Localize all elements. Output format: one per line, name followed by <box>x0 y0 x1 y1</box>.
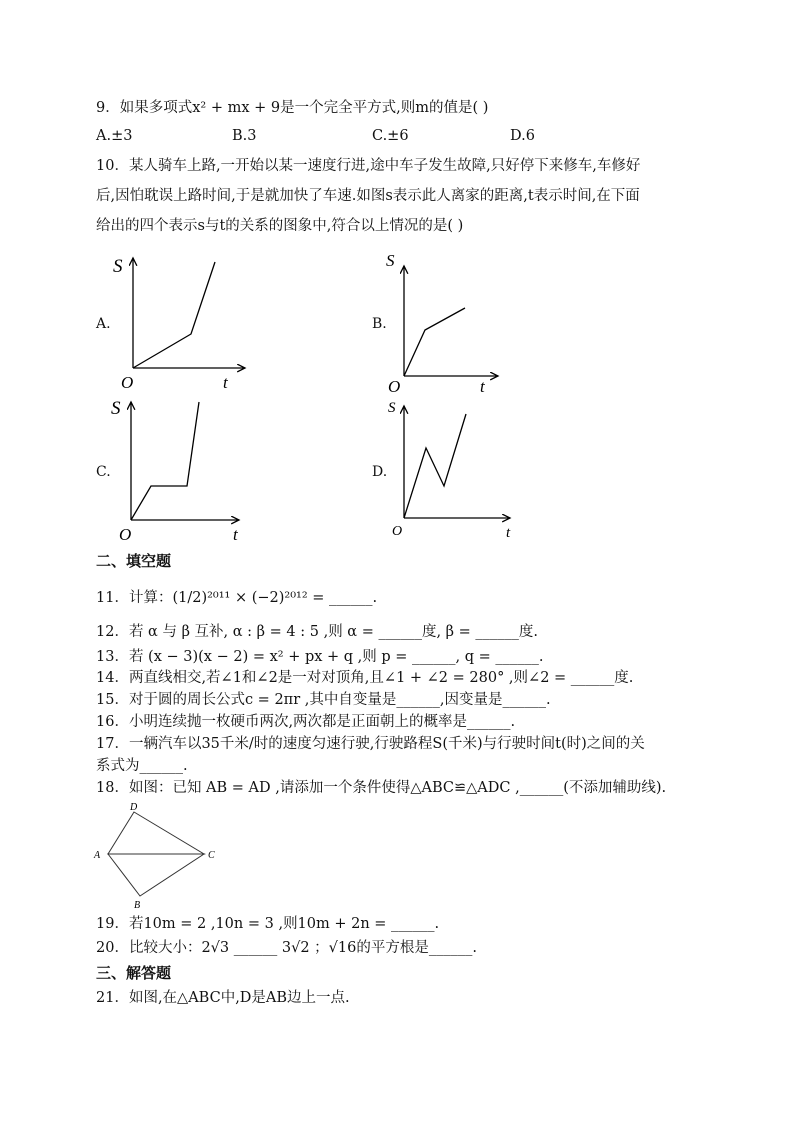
q17-line-1: 17．一辆汽车以35千米/时的速度匀速行驶,行驶路程S(千米)与行驶时间t(时)之间的关 <box>96 736 645 752</box>
graph-a-x-label: t <box>223 373 228 392</box>
q18-point-a: A <box>94 850 101 861</box>
q10-line-2: 后,因怕耽误上路时间,于是就加快了车速.如图s表示此人离家的距离,t表示时间,在下面 <box>96 188 640 204</box>
graph-d-origin: O <box>392 524 403 539</box>
q9-option-d: D.6 <box>510 128 535 144</box>
graph-b-y-label: S <box>386 251 395 270</box>
q18-figure <box>90 800 230 910</box>
q19-text: 19．若10m = 2 ,10n = 3 ,则10m + 2n = ______. <box>96 916 440 932</box>
graph-a-origin: O <box>121 373 134 392</box>
graph-c-x-label: t <box>233 525 238 542</box>
q18-text: 18．如图：已知 AB = AD ,请添加一个条件使得△ABC≌△ADC ,______(不添加辅助线). <box>96 780 667 796</box>
q18-point-b: B <box>134 900 141 910</box>
graph-b <box>380 250 530 395</box>
q15-text: 15．对于圆的周长公式c = 2πr ,其中自变量是______,因变量是______. <box>96 692 551 708</box>
graph-b-x-label: t <box>480 377 485 395</box>
graph-c <box>105 394 255 542</box>
q9-option-c: C.±6 <box>372 128 409 144</box>
graph-a-y-label: S <box>113 256 123 277</box>
graph-a-curve <box>133 262 215 368</box>
q9-option-b: B.3 <box>232 128 257 144</box>
q13-text: 13．若 (x − 3)(x − 2) = x² + px + q ,则 p = ______, q = ______. <box>96 649 544 665</box>
q10-line-3: 给出的四个表示s与t的关系的图象中,符合以上情况的是( ) <box>96 218 464 234</box>
q14-text: 14．两直线相交,若∠1和∠2是一对对顶角,且∠1 + ∠2 = 280° ,则∠2 = ______度. <box>96 670 634 686</box>
q18-point-c: C <box>208 850 215 861</box>
graph-c-label: C. <box>96 464 111 480</box>
graph-d-x-label: t <box>506 525 511 541</box>
graph-c-origin: O <box>119 525 132 542</box>
q10-line-1: 10．某人骑车上路,一开始以某一速度行进,途中车子发生故障,只好停下来修车,车修好 <box>96 158 641 174</box>
q21-text: 21．如图,在△ABC中,D是AB边上一点. <box>96 990 350 1006</box>
graph-c-y-label: S <box>111 398 121 419</box>
q18-triangle-abc <box>108 854 204 896</box>
graph-b-label: B. <box>372 316 387 332</box>
q11-text: 11．计算：(1/2)²⁰¹¹ × (−2)²⁰¹² = ______. <box>96 590 378 606</box>
q20-text: 20．比较大小：2√3 ______ 3√2 ；√16的平方根是______. <box>96 940 477 956</box>
graph-d-y-label: S <box>388 400 396 416</box>
q16-text: 16．小明连续抛一枚硬币两次,两次都是正面朝上的概率是______. <box>96 714 516 730</box>
graph-d <box>380 394 530 542</box>
graph-a <box>105 250 255 395</box>
graph-b-origin: O <box>388 377 401 395</box>
graph-d-label: D. <box>372 464 388 480</box>
q9-option-a: A.±3 <box>96 128 133 144</box>
q17-line-2: 系式为______. <box>96 758 188 774</box>
section-fill-in-heading: 二、填空题 <box>96 552 172 570</box>
graph-c-curve <box>131 402 199 520</box>
graph-d-curve <box>404 414 466 518</box>
graph-a-label: A. <box>96 316 111 332</box>
section-answer-heading: 三、解答题 <box>96 964 172 982</box>
q12-text: 12．若 α 与 β 互补, α : β = 4 : 5 ,则 α = ______度, β = ______度. <box>96 624 539 640</box>
q18-triangle-adc <box>108 812 204 854</box>
q18-point-d: D <box>130 802 138 813</box>
q9-text: 9．如果多项式x² + mx + 9是一个完全平方式,则m的值是( ) <box>96 100 489 116</box>
graph-b-curve <box>404 308 465 376</box>
